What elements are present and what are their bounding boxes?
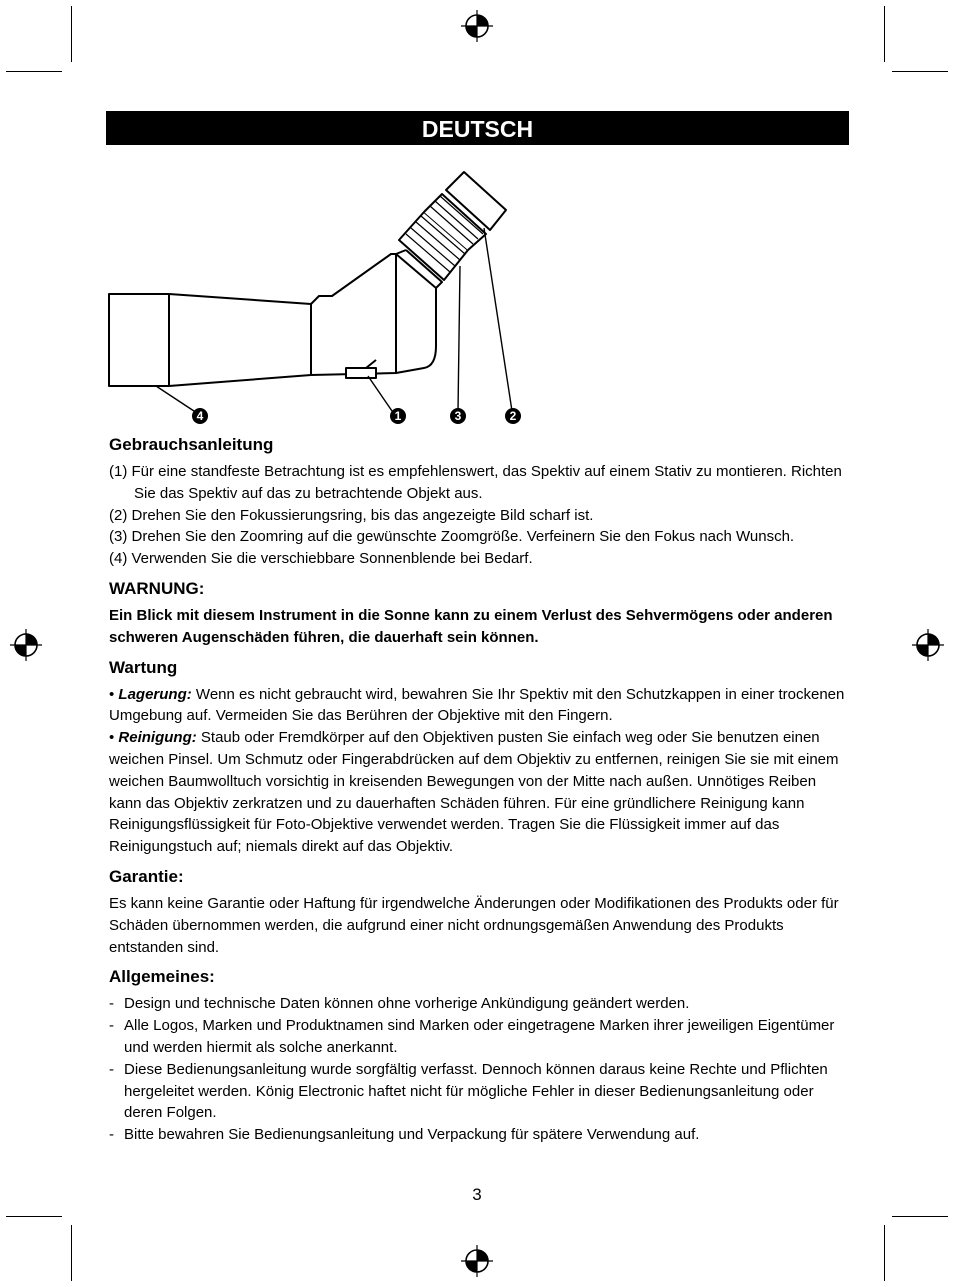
- usage-item: (4) Verwenden Sie die verschiebbare Sonnenblende bei Bedarf.: [109, 550, 533, 568]
- callout-3: 3: [450, 408, 466, 424]
- usage-item: (3) Drehen Sie den Zoomring auf die gewünschte Zoomgröße. Verfeinern Sie den Fokus nach Wunsch.: [109, 528, 795, 546]
- registration-mark-icon: [912, 629, 944, 661]
- crop-mark: [71, 6, 72, 62]
- language-header: DEUTSCH: [106, 111, 849, 145]
- usage-heading: Gebrauchsanleitung: [109, 435, 274, 454]
- storage-paragraph: • Lagerung: Wenn es nicht gebraucht wird, bewahren Sie Ihr Spektiv mit den Schutzkappen in einer trockenen Umgebung auf. Vermeiden Sie das Berühren der Objektive mit den Fingern.: [109, 685, 845, 725]
- crop-mark: [892, 1216, 948, 1217]
- usage-item: (1) Für eine standfeste Betrachtung ist es empfehlenswert, das Spektiv auf einem Stativ zu montieren. Richten Sie das Spektiv auf das zu betrachtende Objekt aus.: [109, 463, 842, 502]
- general-item: - Alle Logos, Marken und Produktnamen sind Marken oder eingetragene Marken ihrer jeweiligen Eigentümer und werden hiermit als solche anerkannt.: [109, 1017, 835, 1056]
- page-number: 3: [472, 1185, 482, 1204]
- warranty-heading: Garantie:: [109, 866, 184, 886]
- crop-mark: [71, 1225, 72, 1281]
- crop-mark: [884, 6, 885, 62]
- callout-1: 1: [390, 408, 406, 424]
- manual-content: [109, 434, 851, 1154]
- maintenance-section: [109, 657, 851, 858]
- maintenance-heading: Wartung: [109, 657, 178, 677]
- cleaning-paragraph: • Reinigung: Staub oder Fremdkörper auf den Objektiven pusten Sie einfach weg oder Sie benutzen einen weichen Pinsel. Um Schmutz oder Fingerabdrücken auf dem Objektiv zu entfernen, reinigen Sie sie mit einem weichen Baumwolltuch vorsichtig in kreisenden Bewegungen von der Mitte nach außen. Unnötiges Reiben kann das Objektiv zerkratzen und zu dauerhaften Schäden führen. Für eine gründlichere Reinigung kann Reinigungsflüssigkeit für Foto-Objektive verwendet werden. Tragen Sie die Flüssigkeit immer auf das Reinigungstuch auf; niemals direkt auf das Objektiv.: [109, 729, 839, 856]
- general-item: - Bitte bewahren Sie Bedienungsanleitung und Verpackung für spätere Verwendung auf.: [109, 1126, 700, 1144]
- usage-item: (2) Drehen Sie den Fokussierungsring, bis das angezeigte Bild scharf ist.: [109, 506, 594, 524]
- crop-mark: [6, 71, 62, 72]
- general-item: - Design und technische Daten können ohne vorherige Ankündigung geändert werden.: [109, 995, 690, 1013]
- crop-mark: [884, 1225, 885, 1281]
- general-heading: Allgemeines:: [109, 967, 215, 987]
- general-item: - Diese Bedienungsanleitung wurde sorgfältig verfasst. Dennoch können daraus keine Rechte und Pflichten hergeleitet werden. König Electronic haftet nicht für mögliche Fehler in dieser Bedienungsanleitung oder deren Folgen.: [109, 1060, 828, 1122]
- warranty-section: [109, 866, 851, 958]
- storage-label: Lagerung:: [118, 685, 192, 703]
- crop-mark: [6, 1216, 62, 1217]
- callout-4: 4: [192, 408, 208, 424]
- usage-section: [109, 434, 851, 570]
- cleaning-label: Reinigung:: [118, 729, 197, 747]
- warning-heading: WARNUNG:: [109, 578, 205, 598]
- general-section: [109, 966, 851, 1146]
- warning-text: Ein Blick mit diesem Instrument in die Sonne kann zu einem Verlust des Sehvermögens oder anderen schweren Augenschäden führen, die dauerhaft sein können.: [109, 606, 833, 646]
- registration-mark-icon: [461, 1245, 493, 1277]
- crop-mark: [892, 71, 948, 72]
- registration-mark-icon: [461, 10, 493, 42]
- storage-text: Wenn es nicht gebraucht wird, bewahren Sie Ihr Spektiv mit den Schutzkappen in einer trockenen Umgebung auf. Vermeiden Sie das Berühren der Objektive mit den Fingern.: [109, 685, 845, 725]
- cleaning-text: Staub oder Fremdkörper auf den Objektiven pusten Sie einfach weg oder Sie benutzen einen weichen Pinsel. Um Schmutz oder Fingerabdrücken auf dem Objektiv zu entfernen, reinigen Sie sie mit einem weichen Baumwolltuch vorsichtig in kreisenden Bewegungen von der Mitte nach außen. Unnötiges Reiben kann das Objektiv zerkratzen und zu dauerhaften Schäden führen. Für eine gründlichere Reinigung kann Reinigungsflüssigkeit für Foto-Objektive verwendet werden. Tragen Sie die Flüssigkeit immer auf das Reinigungstuch auf; niemals direkt auf das Objektiv.: [109, 729, 839, 856]
- warning-section: [109, 578, 851, 649]
- warranty-text: Es kann keine Garantie oder Haftung für irgendwelche Änderungen oder Modifikationen des Produkts oder für Schäden übernommen werden, die aufgrund einer nicht ordnungsgemäßen Anwendung des Produkts entstanden sind.: [109, 894, 839, 956]
- callout-2: 2: [505, 408, 521, 424]
- registration-mark-icon: [10, 629, 42, 661]
- spotting-scope-illustration: [106, 168, 536, 430]
